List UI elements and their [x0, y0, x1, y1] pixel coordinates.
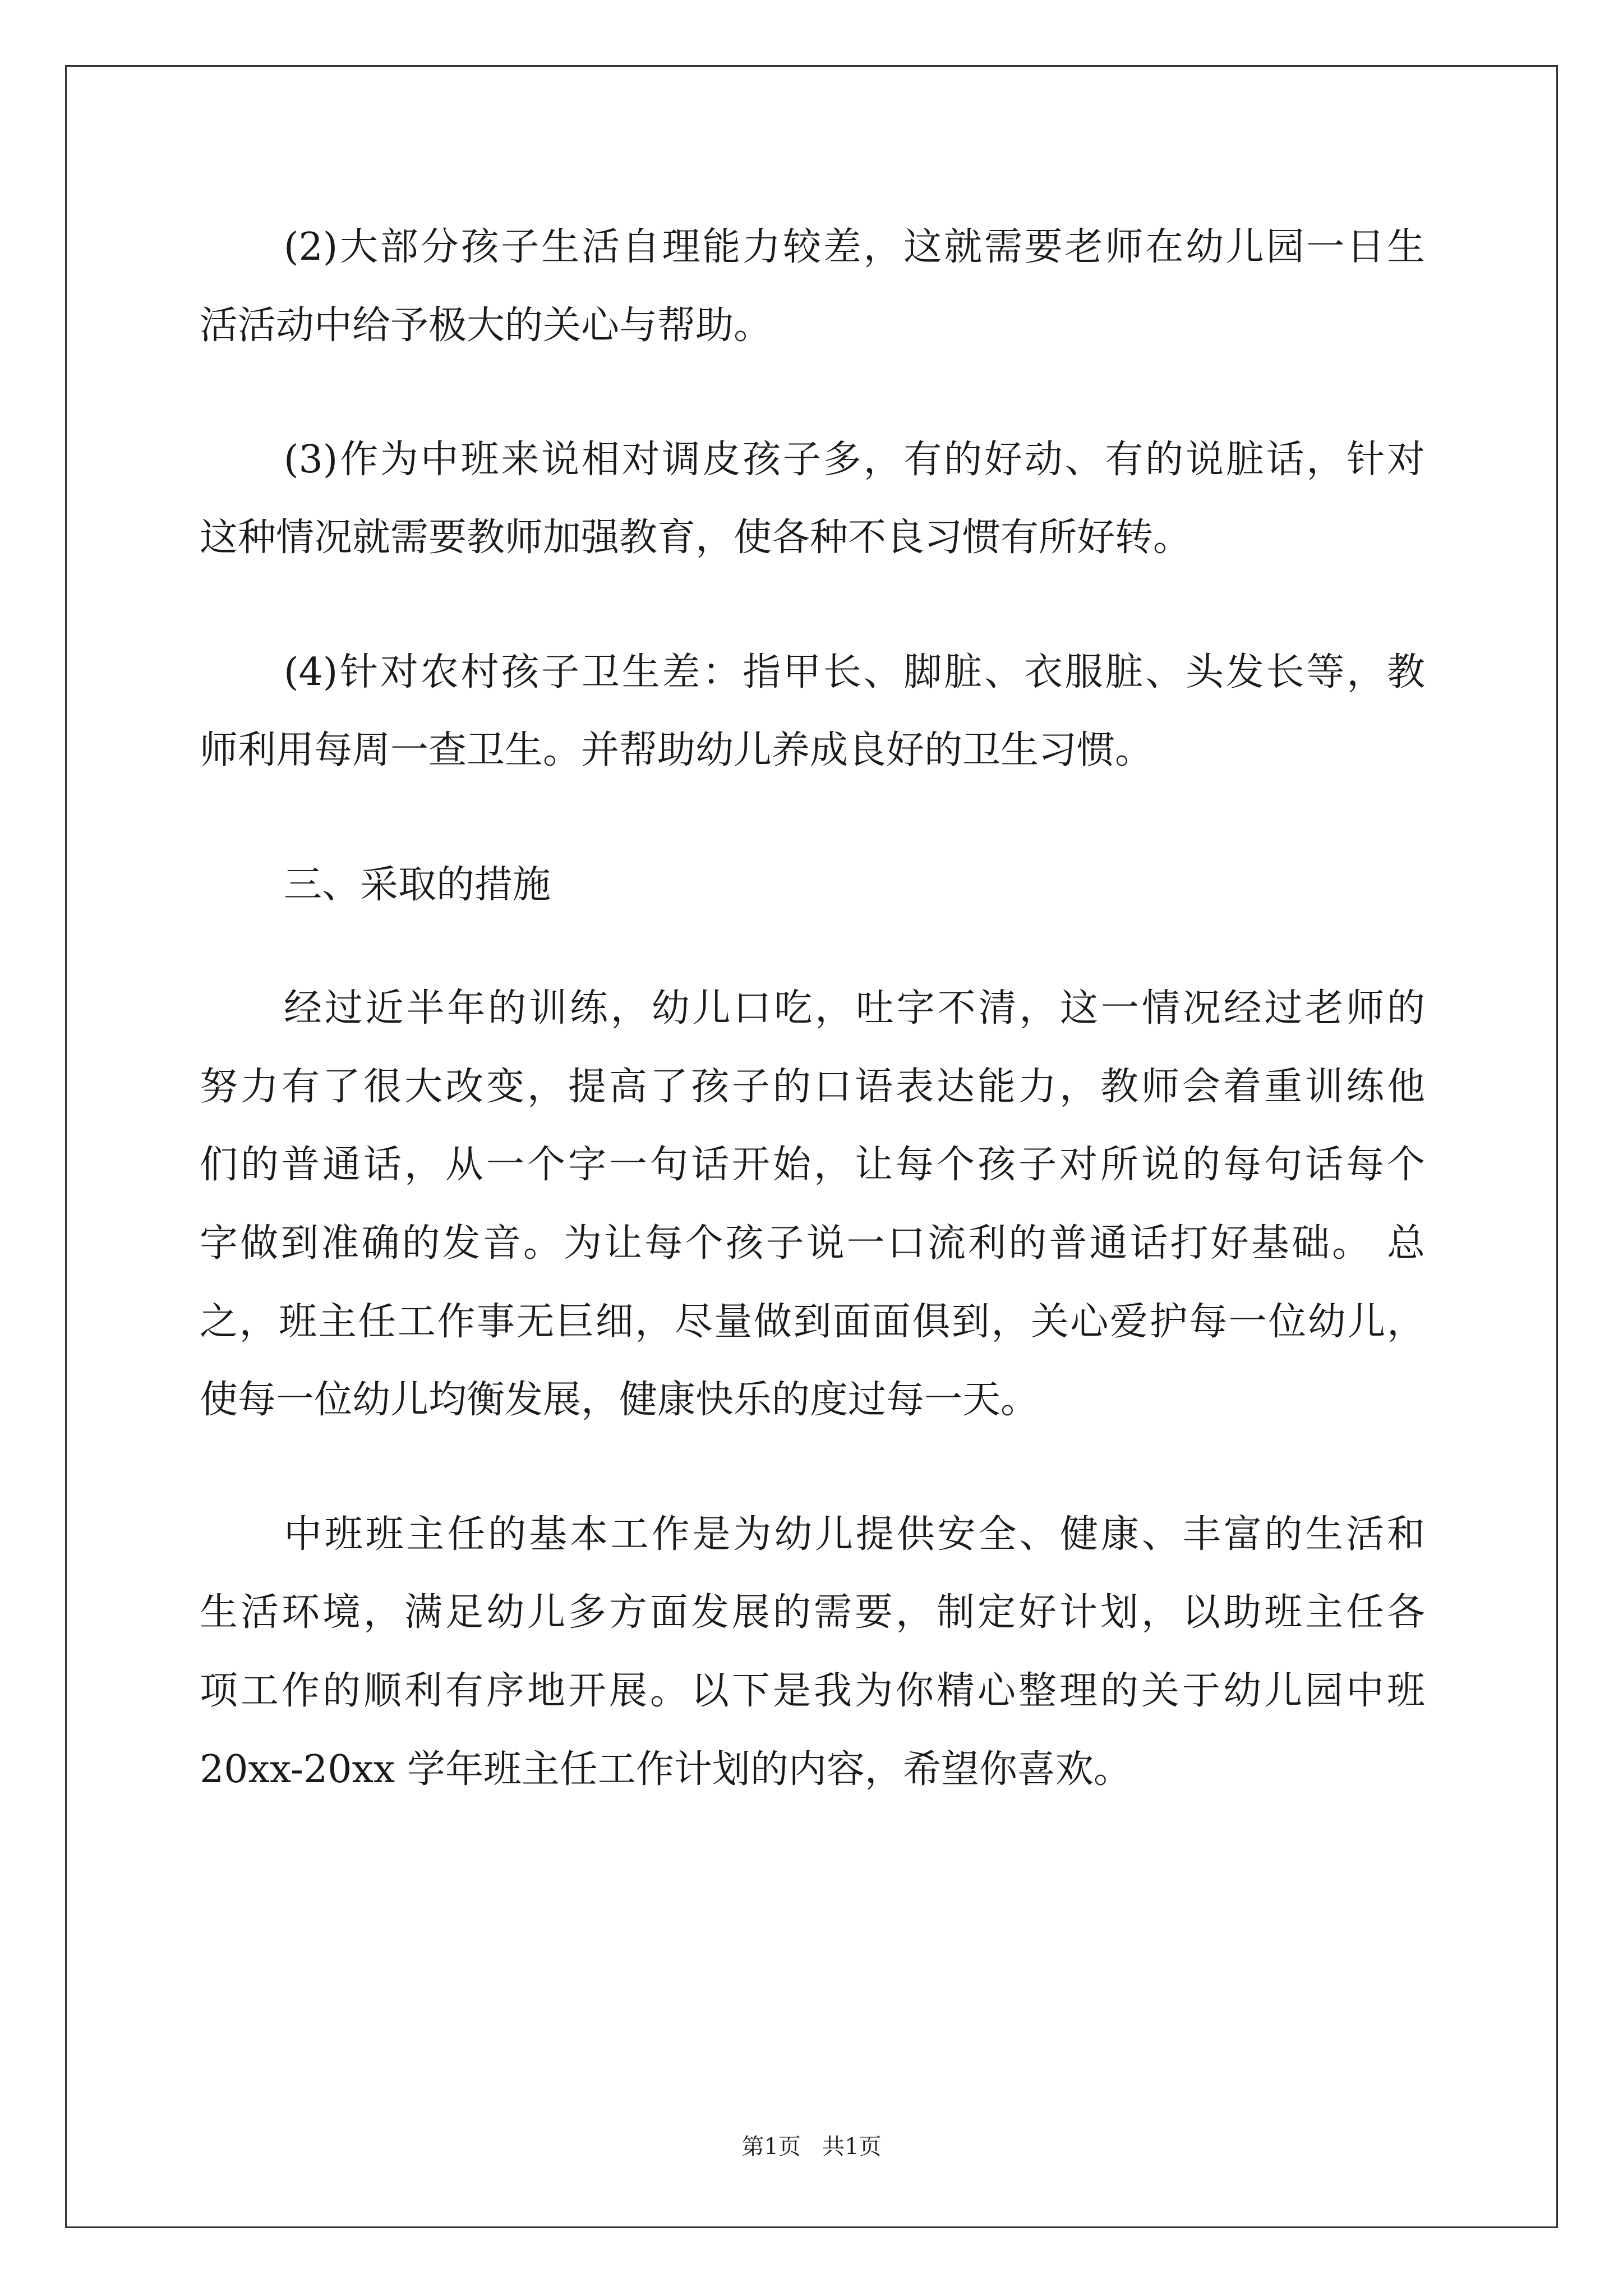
paragraph-line: 20xx-20xx 学年班主任工作计划的内容，希望你喜欢。: [200, 1747, 1132, 1792]
paragraph-line: 活活动中给予极大的关心与帮助。: [200, 303, 772, 348]
paragraph-line: (3)作为中班来说相对调皮孩子多，有的好动、有的说脏话，针对: [284, 438, 1425, 482]
paragraph-line: 经过近半年的训练，幼儿口吃，吐字不清，这一情况经过老师的: [284, 986, 1425, 1030]
paragraph-line: 们的普通话，从一个字一句话开始，让每个孩子对所说的每句话每个: [200, 1143, 1425, 1187]
paragraph-line: 字做到准确的发音。为让每个孩子说一口流利的普通话打好基础。 总: [200, 1221, 1425, 1266]
paragraph-line: (4)针对农村孩子卫生差：指甲长、脚脏、衣服脏、头发长等，教: [284, 650, 1425, 694]
paragraph-line: 师利用每周一查卫生。并帮助幼儿养成良好的卫生习惯。: [200, 728, 1154, 772]
paragraph-line: 之，班主任工作事无巨细，尽量做到面面俱到，关心爱护每一位幼儿，: [200, 1300, 1425, 1344]
paragraph-line: 努力有了很大改变，提高了孩子的口语表达能力，教师会着重训练他: [200, 1065, 1425, 1109]
page-number-footer: 第1页 共1页: [741, 2134, 882, 2160]
paragraph-line: 中班班主任的基本工作是为幼儿提供安全、健康、丰富的生活和: [284, 1512, 1425, 1557]
paragraph-line: 使每一位幼儿均衡发展，健康快乐的度过每一天。: [200, 1378, 1039, 1422]
section-heading: 三、采取的措施: [284, 863, 551, 907]
paragraph-line: 项工作的顺利有序地开展。以下是我为你精心整理的关于幼儿园中班: [200, 1669, 1425, 1713]
paragraph-line: (2)大部分孩子生活自理能力较差，这就需要老师在幼儿园一日生: [284, 225, 1425, 269]
paragraph-line: 生活环境，满足幼儿多方面发展的需要，制定好计划，以助班主任各: [200, 1590, 1425, 1635]
paragraph-line: 这种情况就需要教师加强教育，使各种不良习惯有所好转。: [200, 516, 1192, 560]
